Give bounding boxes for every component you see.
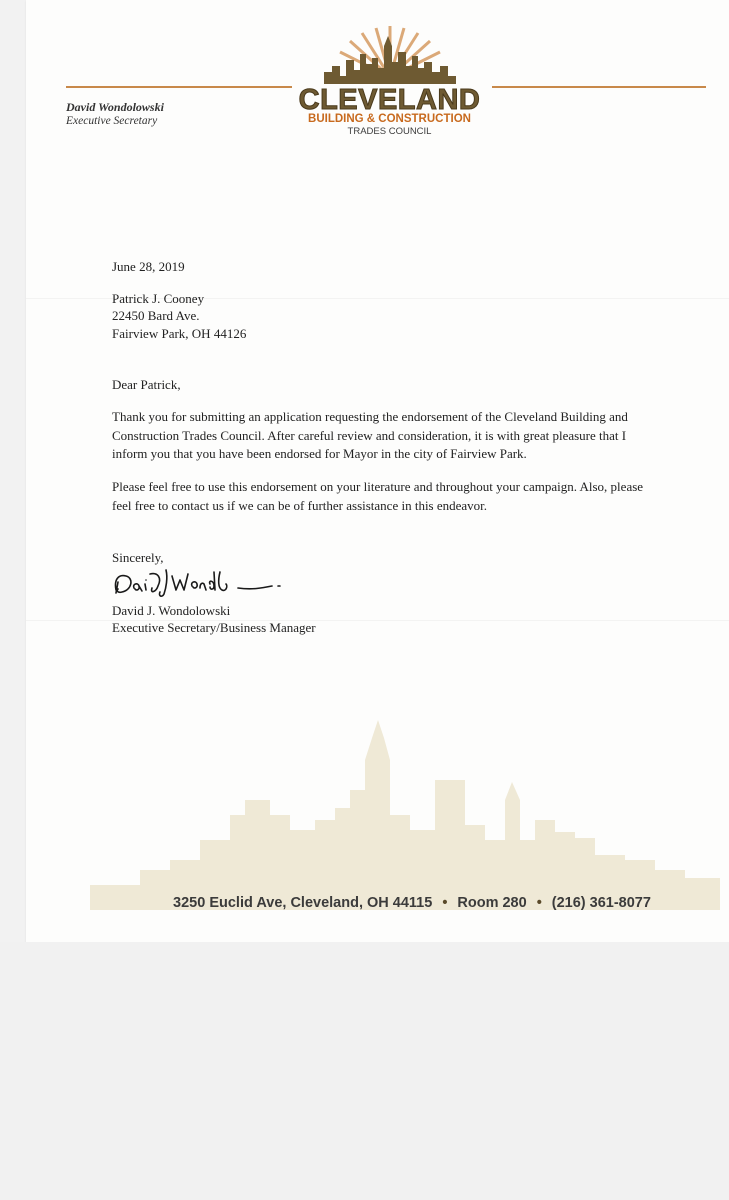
paragraph-1-line-1: Thank you for submitting an application requesting the endorsement of the Cleveland Building and (112, 409, 628, 424)
paragraph-2-line-2: feel free to contact us if we can be of further assistance in this endeavor. (112, 498, 488, 513)
logo-skyline (324, 36, 456, 84)
sender-title: Executive Secretary (66, 115, 158, 127)
handwritten-signature (112, 562, 312, 602)
footer-address-line (102, 895, 722, 911)
logo-subtitle: BUILDING & CONSTRUCTION (308, 113, 471, 125)
footer-room: Room 280 (457, 895, 527, 911)
recipient-street: 22450 Bard Ave. (112, 308, 200, 323)
paragraph-2-line-1: Please feel free to use this endorsement on your literature and throughout your campaign. Also, please (112, 479, 644, 494)
footer-separator: • (442, 895, 448, 911)
recipient-name: Patrick J. Cooney (112, 291, 205, 306)
salutation: Dear Patrick, (112, 377, 181, 392)
recipient-city: Fairview Park, OH 44126 (112, 326, 247, 341)
logo-subtitle-2: TRADES COUNCIL (347, 126, 432, 137)
scanner-background (0, 942, 729, 1200)
sender-name: David Wondolowski (66, 100, 164, 114)
footer-separator: • (536, 895, 542, 911)
closing: Sincerely, (112, 550, 164, 565)
letter-page (26, 0, 729, 942)
letter-date: June 28, 2019 (112, 259, 185, 274)
paragraph-1-line-2: Construction Trades Council. After careful review and consideration, it is with great pleasure that I (112, 428, 627, 443)
footer-street-address: 3250 Euclid Ave, Cleveland, OH 44115 (173, 895, 433, 911)
logo-title: CLEVELAND (298, 84, 481, 116)
paragraph-1-line-3: inform you that you have been endorsed for Mayor in the city of Fairview Park. (112, 446, 527, 461)
header-rule-left (66, 86, 292, 88)
footer-phone: (216) 361-8077 (551, 895, 651, 911)
signer-title: Executive Secretary/Business Manager (112, 620, 316, 635)
signer-name: David J. Wondolowski (112, 603, 231, 618)
header-rule-right (492, 86, 706, 88)
skyline-watermark (80, 720, 729, 910)
